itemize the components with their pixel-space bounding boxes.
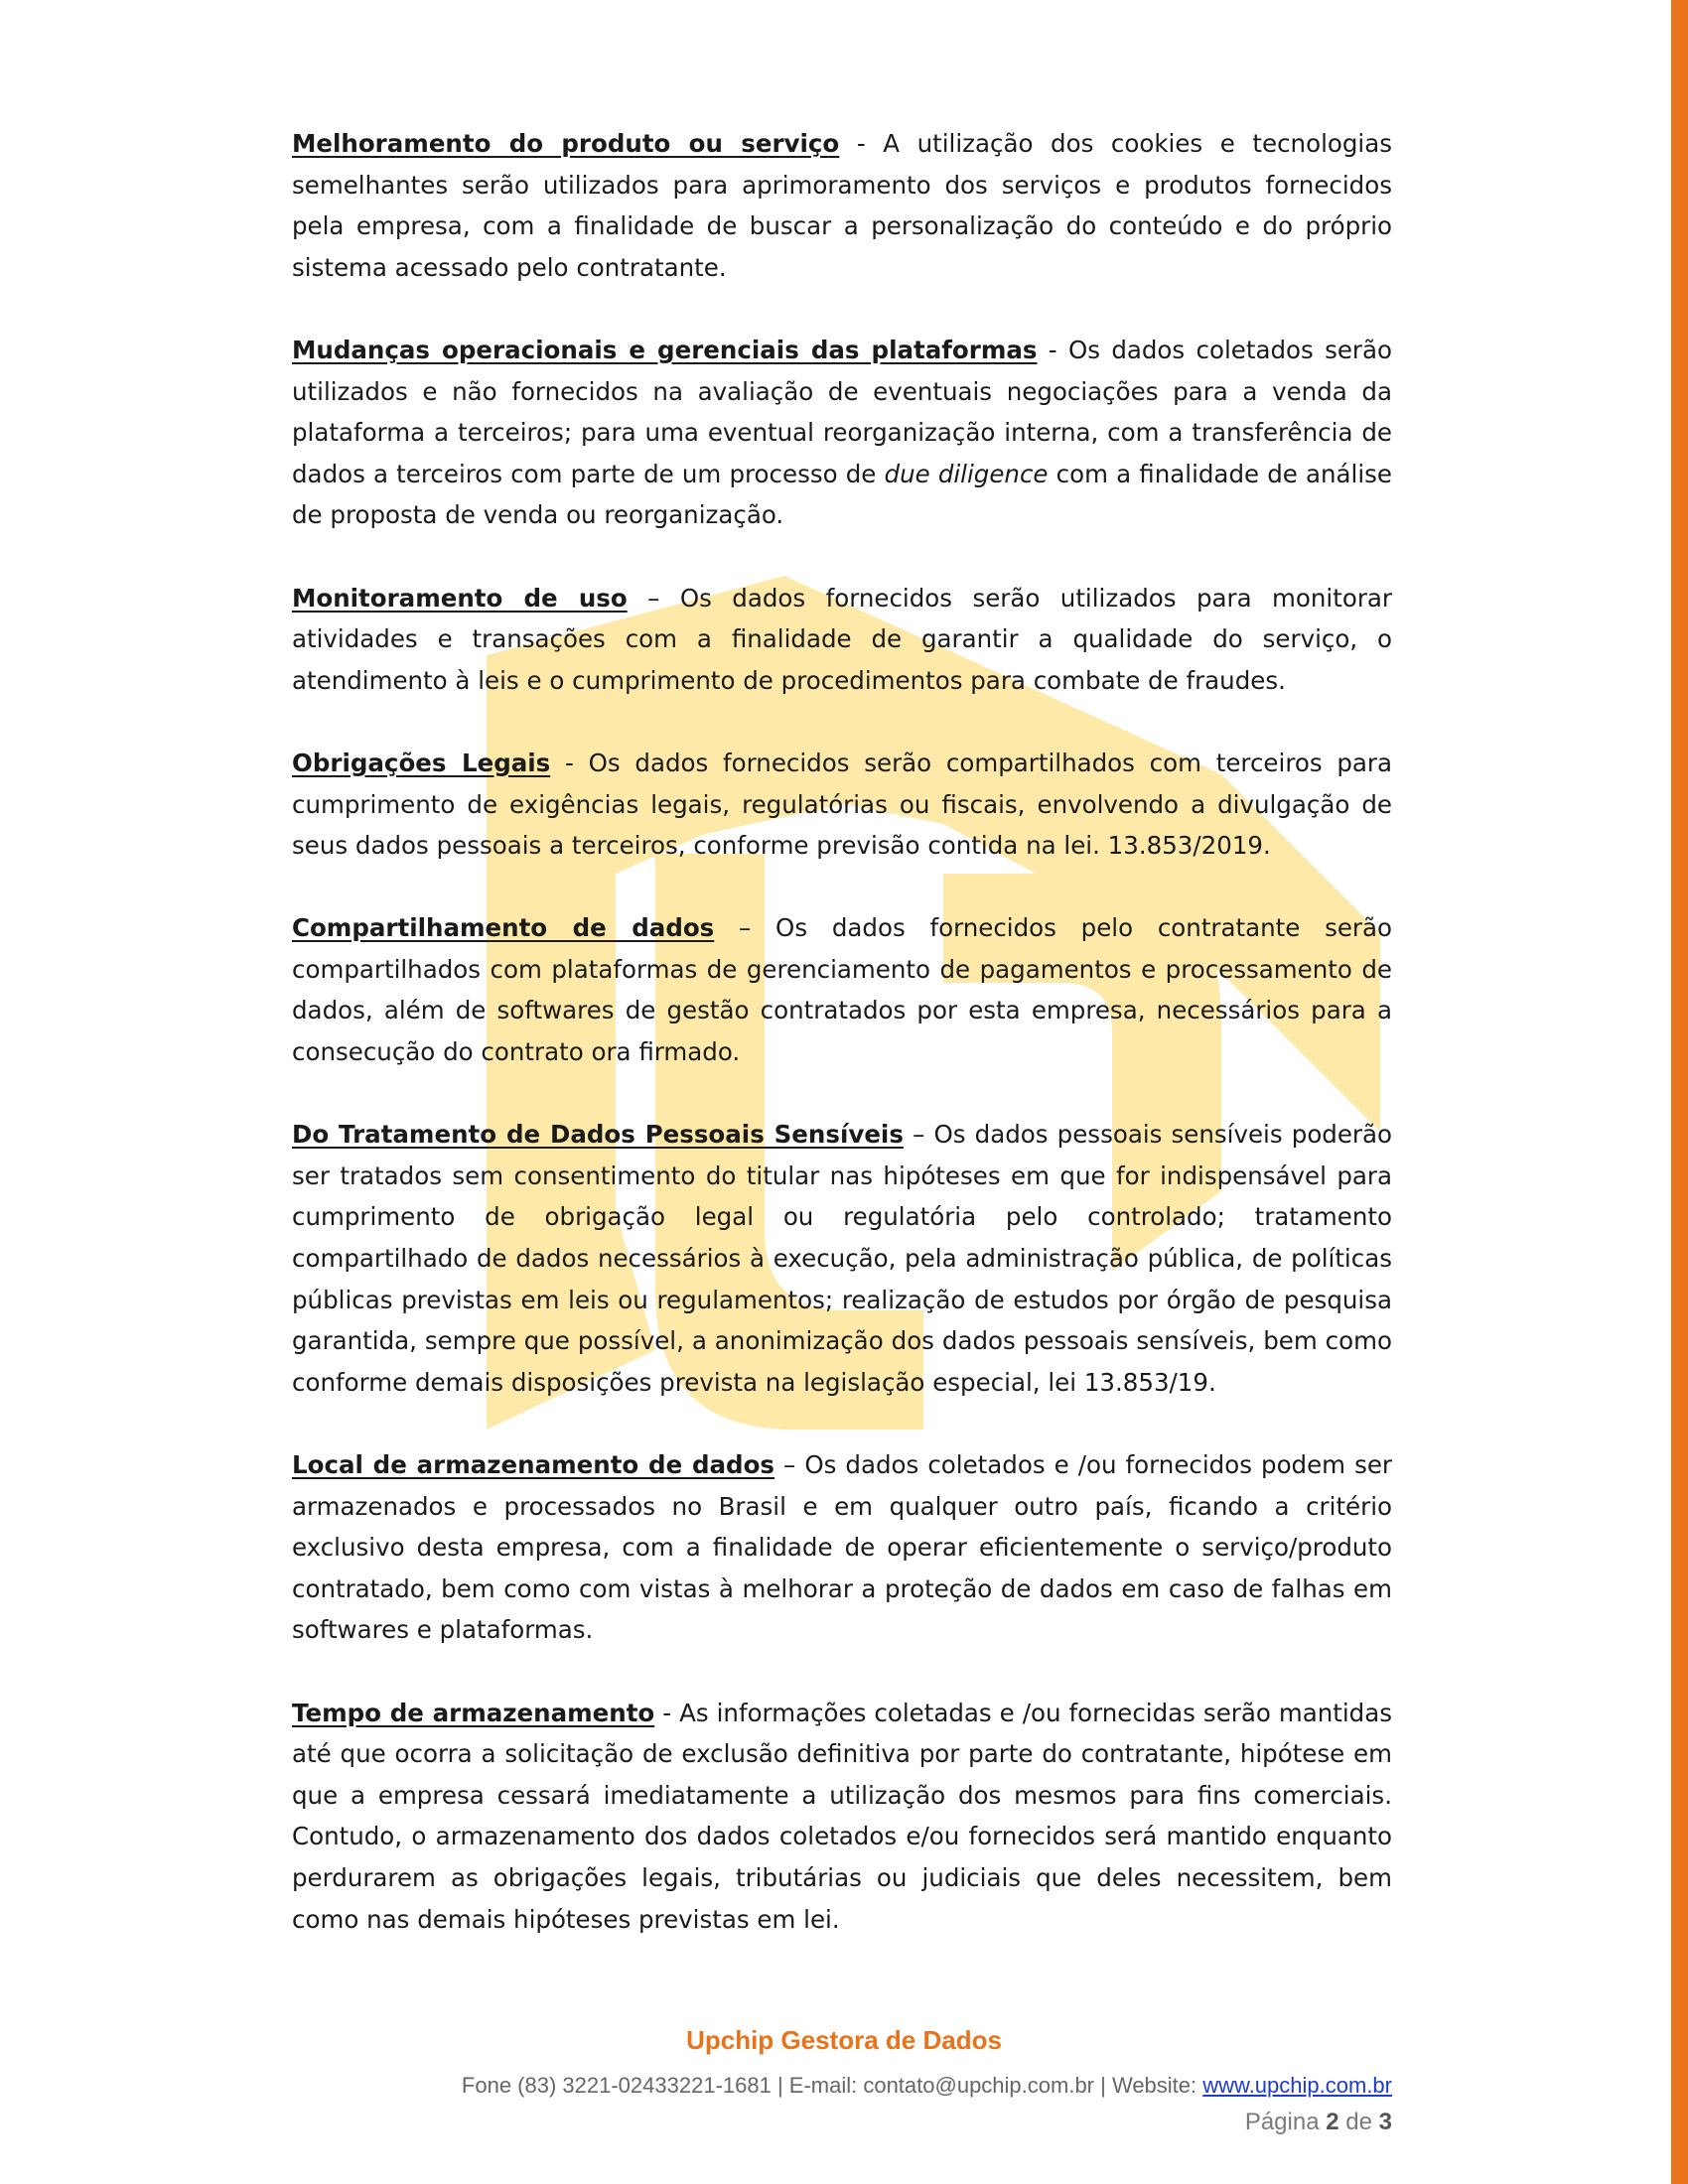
section-obrigacoes: Obrigações Legais - Os dados fornecidos serão compartilhados com terceiros para cumprimento de exigências legais, regulatórias ou fiscais, envolvendo a divulgação de seus dados pessoais a terceiros, conforme previsão contida na lei. 13.853/2019. (292, 748, 1393, 861)
section-text: Os dados fornecidos serão utilizados para monitorar atividades e transações com a finalidade de garantir a qualidade do serviço, o atendimento à leis e o cumprimento de procedimentos para combate de fraudes. (292, 583, 1392, 695)
section-text: Os dados coletados e /ou fornecidos podem ser armazenados e processados no Brasil e em qualquer outro país, ficando a critério exclusivo desta empresa, com a finalidade de operar eficientemente o serviço/produto contratado, bem como com vistas à melhorar a proteção de dados em caso de falhas em softwares e plataformas. (292, 1450, 1392, 1645)
section-melhoramento: Melhoramento do produto ou serviço - A utilização dos cookies e tecnologias semelhantes serão utilizados para aprimoramento dos serviços e produtos fornecidos pela empresa, com a finalidade de buscar a personalização do conteúdo e do próprio sistema acessado pelo contratante. (292, 129, 1392, 282)
section-monitoramento: Monitoramento de uso – Os dados fornecidos serão utilizados para monitorar atividades e transações com a finalidade de garantir a qualidade do serviço, o atendimento à leis e o cumprimento de procedimentos para combate de fraudes. (292, 583, 1392, 695)
section-text: Os dados fornecidos serão compartilhados com terceiros para cumprimento de exigências legais, regulatórias ou fiscais, envolvendo a divulgação de seus dados pessoais a terceiros, conforme previsão contida na lei. 13.853/2019. (292, 748, 1393, 861)
section-local-armazenamento: Local de armazenamento de dados – Os dados coletados e /ou fornecidos podem ser armazenados e processados no Brasil e em qualquer outro país, ficando a critério exclusivo desta empresa, com a finalidade de operar eficientemente o serviço/produto contratado, bem como com vistas à melhorar a proteção de dados em caso de falhas em softwares e plataformas. (292, 1450, 1392, 1645)
section-heading: Local de armazenamento de dados (292, 1450, 774, 1479)
section-text: A utilização dos cookies e tecnologias semelhantes serão utilizados para aprimoramento dos serviços e produtos fornecidos pela empresa, com a finalidade de buscar a personalização do conteúdo e do próprio sistema acessado pelo contratante. (292, 129, 1392, 282)
document-body (292, 123, 1392, 1940)
section-text: com a finalidade de análise de proposta de venda ou reorganização. (292, 459, 1392, 530)
footer-company-name: Upchip Gestora de Dados (686, 2025, 1002, 2055)
section-text-italic: due diligence (884, 459, 1049, 488)
section-text: As informações coletadas e /ou fornecidas serão mantidas até que ocorra a solicitação de exclusão definitiva por parte do contratante, hipótese em que a empresa cessará imediatamente a utilização dos mesmos para fins comerciais. Contudo, o armazenamento dos dados coletados e/ou fornecidos será mantido enquanto perdurarem as obrigações legais, tributárias ou judiciais que deles necessitem, bem como nas demais hipóteses previstas em lei. (292, 1698, 1392, 1934)
section-text: Os dados coletados serão utilizados e não fornecidos na avaliação de eventuais negociações para a venda da plataforma a terceiros; para uma eventual reorganização interna, com a transferência de dados a terceiros com parte de um processo de (292, 335, 1392, 488)
footer-contact-line: Fone (83) 3221-02433221-1681 | E-mail: contato@upchip.com.br | Website: www.upchip.com.br (461, 2073, 1392, 2098)
section-heading: Do Tratamento de Dados Pessoais Sensíveis (292, 1120, 904, 1150)
section-text: Os dados pessoais sensíveis poderão ser tratados sem consentimento do titular nas hipóteses em que for indispensável para cumprimento de obrigação legal ou regulatória pelo controlado; tratamento compartilhado de dados necessários à execução, pela administração pública, de políticas públicas previstas em leis ou regulamentos; realização de estudos por órgão de pesquisa garantida, sempre que possível, a anonimização dos dados pessoais sensíveis, bem como conforme demais disposições prevista na legislação especial, lei 13.853/19. (292, 1120, 1393, 1397)
section-heading: Monitoramento de uso (292, 583, 628, 613)
section-mudancas: Mudanças operacionais e gerenciais das plataformas - Os dados coletados serão utilizados e não fornecidos na avaliação de eventuais negociações para a venda da plataforma a terceiros; para uma eventual reorganização interna, com a transferência de dados a terceiros com parte de um processo de due diligence com a finalidade de análise de proposta de venda ou reorganização. (292, 335, 1392, 530)
section-tempo-armazenamento: Tempo de armazenamento - As informações coletadas e /ou fornecidas serão mantidas até que ocorra a solicitação de exclusão definitiva por parte do contratante, hipótese em que a empresa cessará imediatamente a utilização dos mesmos para fins comerciais. Contudo, o armazenamento dos dados coletados e/ou fornecidos será mantido enquanto perdurarem as obrigações legais, tributárias ou judiciais que deles necessitem, bem como nas demais hipóteses previstas em lei. (292, 1698, 1392, 1934)
website-link[interactable]: www.upchip.com.br (1202, 2073, 1392, 2098)
section-dados-sensiveis: Do Tratamento de Dados Pessoais Sensíveis – Os dados pessoais sensíveis poderão ser tratados sem consentimento do titular nas hipóteses em que for indispensável para cumprimento de obrigação legal ou regulatória pelo controlado; tratamento compartilhado de dados necessários à execução, pela administração pública, de políticas públicas previstas em leis ou regulamentos; realização de estudos por órgão de pesquisa garantida, sempre que possível, a anonimização dos dados pessoais sensíveis, bem como conforme demais disposições prevista na legislação especial, lei 13.853/19. (292, 1120, 1393, 1397)
orange-side-bar (1671, 0, 1688, 2184)
section-text: Os dados fornecidos pelo contratante serão compartilhados com plataformas de gerenciamento de pagamentos e processamento de dados, além de softwares de gestão contratados por esta empresa, necessários para a consecução do contrato ora firmado. (292, 913, 1393, 1067)
section-compartilhamento: Compartilhamento de dados – Os dados fornecidos pelo contratante serão compartilhados com plataformas de gerenciamento de pagamentos e processamento de dados, além de softwares de gestão contratados por esta empresa, necessários para a consecução do contrato ora firmado. (292, 913, 1393, 1067)
section-heading: Tempo de armazenamento (292, 1698, 655, 1727)
section-heading: Mudanças operacionais e gerenciais das plataformas (292, 335, 1038, 364)
section-heading: Compartilhamento de dados (292, 913, 715, 943)
section-heading: Melhoramento do produto ou serviço (292, 129, 840, 158)
page-number: Página 2 de 3 (1244, 2109, 1392, 2135)
section-heading: Obrigações Legais (292, 748, 551, 777)
